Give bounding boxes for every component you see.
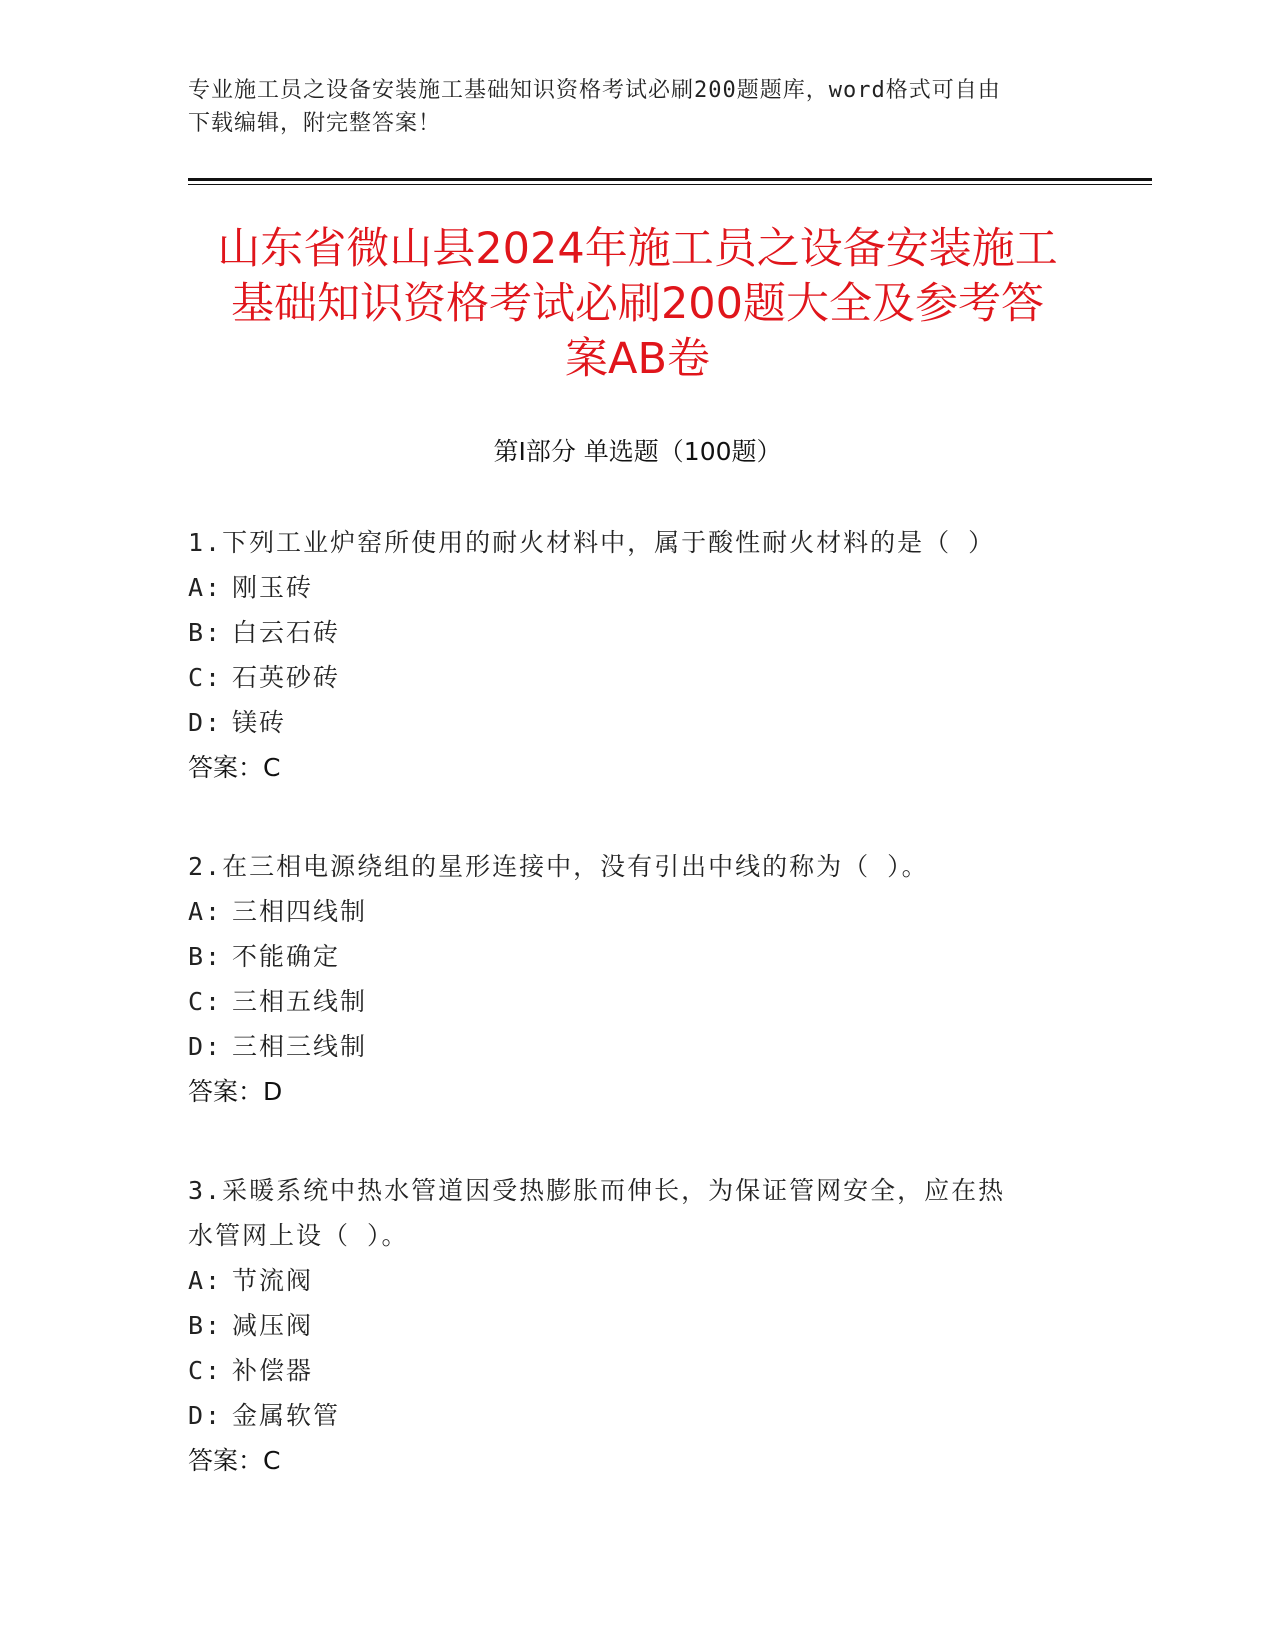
header-divider-thick — [188, 178, 1152, 181]
option-c — [188, 979, 1088, 1024]
option-key: C: — [188, 1356, 223, 1385]
option-key: B: — [188, 1311, 223, 1340]
option-text: 节流阀 — [232, 1266, 314, 1295]
question-stem-line: 1.下列工业炉窑所使用的耐火材料中，属于酸性耐火材料的是（ ） — [188, 528, 996, 557]
header-note — [188, 74, 1088, 140]
header-divider-thin — [188, 184, 1152, 185]
option-key: C: — [188, 663, 223, 692]
option-text: 刚玉砖 — [232, 573, 314, 602]
header-note-line: 下载编辑，附完整答案！ — [188, 111, 442, 136]
title-line: 基础知识资格考试必刷200题大全及参考答 — [230, 279, 1045, 329]
question-list — [188, 520, 1088, 1537]
section-heading: 第Ⅰ部分 单选题（100题） — [493, 437, 782, 466]
option-text: 不能确定 — [232, 942, 341, 971]
option-b — [188, 610, 1088, 655]
option-a — [188, 565, 1088, 610]
option-key: D: — [188, 708, 223, 737]
option-d — [188, 1393, 1088, 1438]
option-text: 白云石砖 — [232, 618, 341, 647]
question-item — [188, 520, 1088, 790]
option-key: C: — [188, 987, 223, 1016]
question-stem-line: 水管网上设（ ）。 — [188, 1221, 409, 1250]
option-text: 三相四线制 — [232, 897, 368, 926]
option-b — [188, 934, 1088, 979]
title-line: 案AB卷 — [565, 334, 710, 384]
option-text: 减压阀 — [232, 1311, 314, 1340]
question-stem — [188, 520, 1088, 565]
header-note-line: 专业施工员之设备安装施工基础知识资格考试必刷200题题库，word格式可自由 — [188, 78, 1001, 103]
title-line: 山东省微山县2024年施工员之设备安装施工 — [217, 224, 1058, 274]
option-a — [188, 1258, 1088, 1303]
option-key: B: — [188, 942, 223, 971]
answer-line: 答案：C — [188, 753, 281, 782]
question-item — [188, 1168, 1088, 1483]
option-a — [188, 889, 1088, 934]
answer-line: 答案：D — [188, 1077, 283, 1106]
option-key: A: — [188, 1266, 223, 1295]
option-key: A: — [188, 573, 223, 602]
option-text: 镁砖 — [232, 708, 287, 737]
option-c — [188, 1348, 1088, 1393]
option-d — [188, 1024, 1088, 1069]
option-text: 补偿器 — [232, 1356, 314, 1385]
option-c — [188, 655, 1088, 700]
option-d — [188, 700, 1088, 745]
option-text: 金属软管 — [232, 1401, 341, 1430]
option-text: 三相三线制 — [232, 1032, 368, 1061]
question-stem — [188, 844, 1088, 889]
question-item — [188, 844, 1088, 1114]
option-key: B: — [188, 618, 223, 647]
question-stem-line: 3.采暖系统中热水管道因受热膨胀而伸长，为保证管网安全，应在热 — [188, 1176, 1006, 1205]
answer-line: 答案：C — [188, 1446, 281, 1475]
option-key: D: — [188, 1401, 223, 1430]
option-key: D: — [188, 1032, 223, 1061]
question-stem — [188, 1168, 1088, 1258]
question-stem-line: 2.在三相电源绕组的星形连接中，没有引出中线的称为（ ）。 — [188, 852, 929, 881]
option-text: 石英砂砖 — [232, 663, 341, 692]
option-text: 三相五线制 — [232, 987, 368, 1016]
option-b — [188, 1303, 1088, 1348]
document-title — [150, 222, 1125, 387]
option-key: A: — [188, 897, 223, 926]
